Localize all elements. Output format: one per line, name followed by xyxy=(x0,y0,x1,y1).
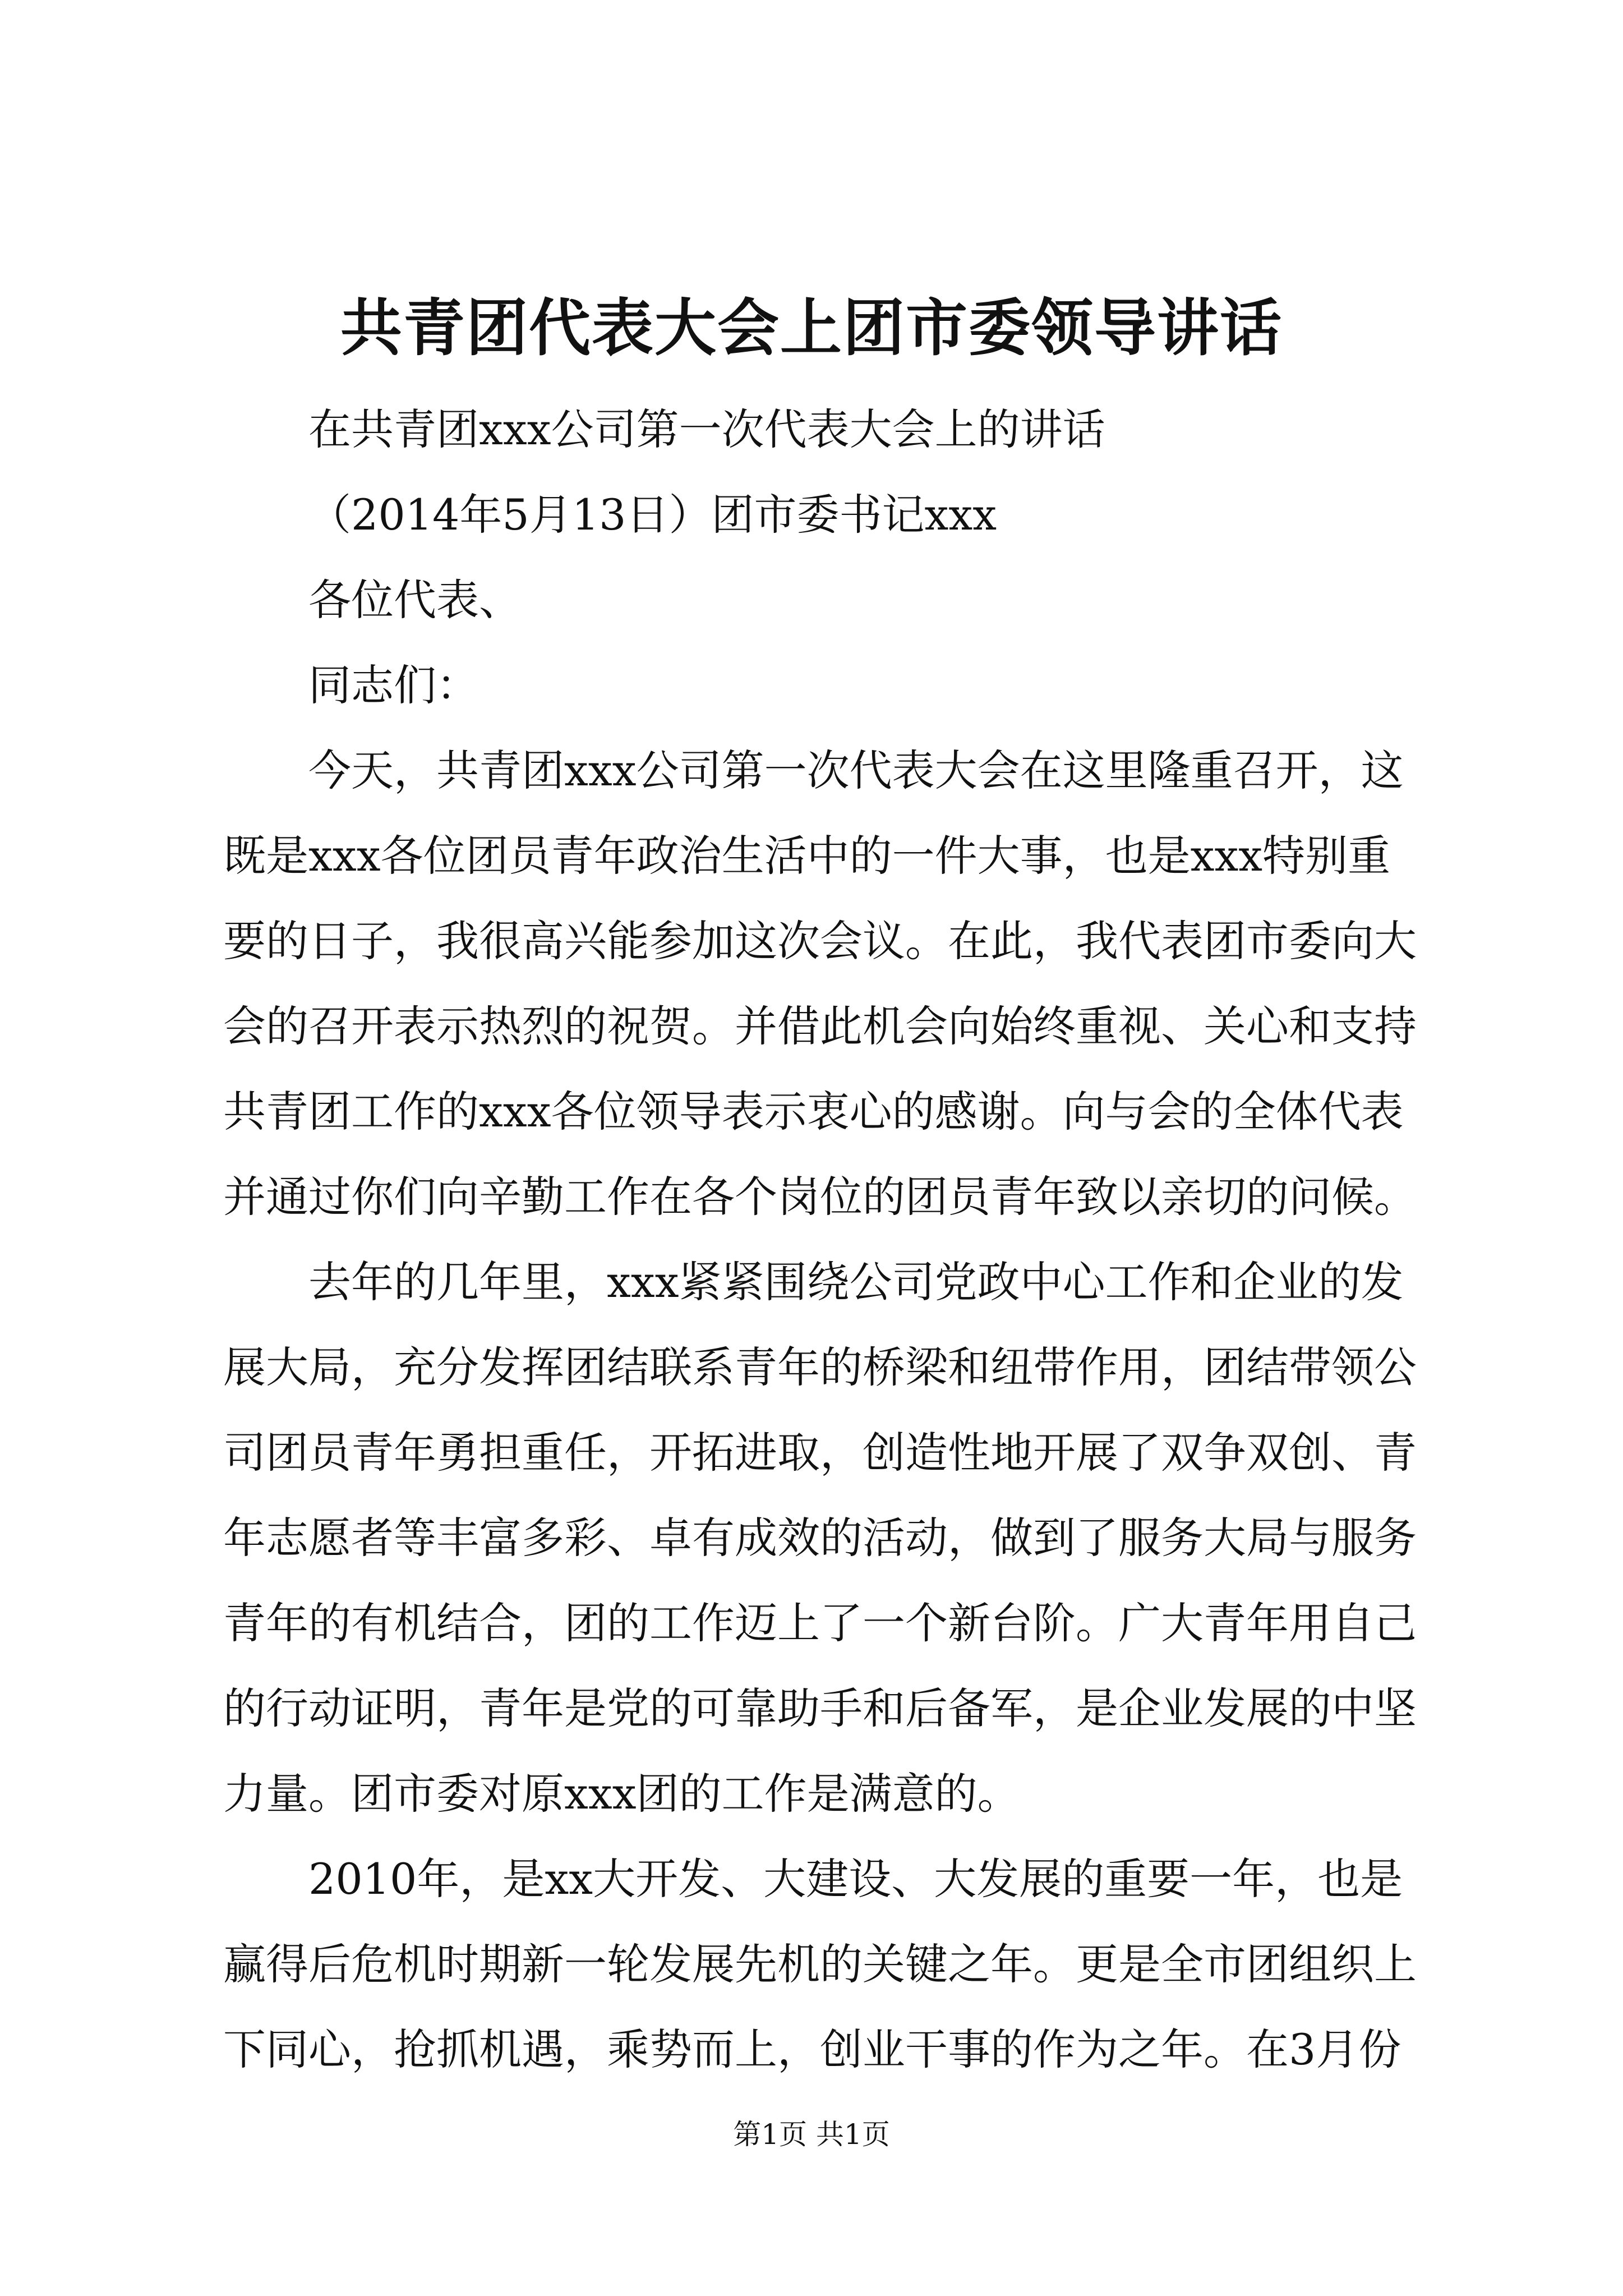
speech-subtitle: 在共青团xxx公司第一次代表大会上的讲话 xyxy=(308,404,1105,454)
salutation-line: 各位代表、 xyxy=(308,575,522,625)
page-number-footer: 第1页 共1页 xyxy=(733,2118,890,2151)
paragraph-line: 司团员青年勇担重任，开拓进取，创造性地开展了双争双创、青 xyxy=(223,1428,1417,1478)
paragraph-line: 2010年，是xx大开发、大建设、大发展的重要一年，也是 xyxy=(308,1854,1403,1904)
paragraph-line: 力量。团市委对原xxx团的工作是满意的。 xyxy=(223,1769,1020,1819)
paragraph-line: 青年的有机结合，团的工作迈上了一个新台阶。广大青年用自己 xyxy=(223,1598,1417,1648)
paragraph-line: 展大局，充分发挥团结联系青年的桥梁和纽带作用，团结带领公 xyxy=(223,1342,1417,1392)
salutation-line: 同志们： xyxy=(308,660,479,710)
speech-date-speaker: （2014年5月13日）团市委书记xxx xyxy=(308,490,997,540)
paragraph-line: 去年的几年里，xxx紧紧围绕公司党政中心工作和企业的发 xyxy=(308,1257,1404,1307)
paragraph-line: 下同心，抢抓机遇，乘势而上，创业干事的作为之年。在3月份 xyxy=(223,2024,1401,2074)
paragraph-line: 要的日子，我很高兴能参加这次会议。在此，我代表团市委向大 xyxy=(223,916,1417,966)
paragraph-line: 共青团工作的xxx各位领导表示衷心的感谢。向与会的全体代表 xyxy=(223,1087,1404,1137)
document-title: 共青团代表大会上团市委领导讲话 xyxy=(340,292,1283,364)
paragraph-line: 既是xxx各位团员青年政治生活中的一件大事，也是xxx特别重 xyxy=(223,831,1391,881)
paragraph-line: 的行动证明，青年是党的可靠助手和后备军，是企业发展的中坚 xyxy=(223,1683,1417,1733)
paragraph-line: 会的召开表示热烈的祝贺。并借此机会向始终重视、关心和支持 xyxy=(223,1001,1417,1051)
paragraph-line: 年志愿者等丰富多彩、卓有成效的活动，做到了服务大局与服务 xyxy=(223,1513,1417,1563)
paragraph-line: 赢得后危机时期新一轮发展先机的关键之年。更是全市团组织上 xyxy=(223,1939,1417,1989)
document-body xyxy=(223,387,1429,2092)
paragraph-line: 今天，共青团xxx公司第一次代表大会在这里隆重召开，这 xyxy=(308,746,1404,795)
paragraph-line: 并通过你们向辛勤工作在各个岗位的团员青年致以亲切的问候。 xyxy=(223,1172,1417,1222)
